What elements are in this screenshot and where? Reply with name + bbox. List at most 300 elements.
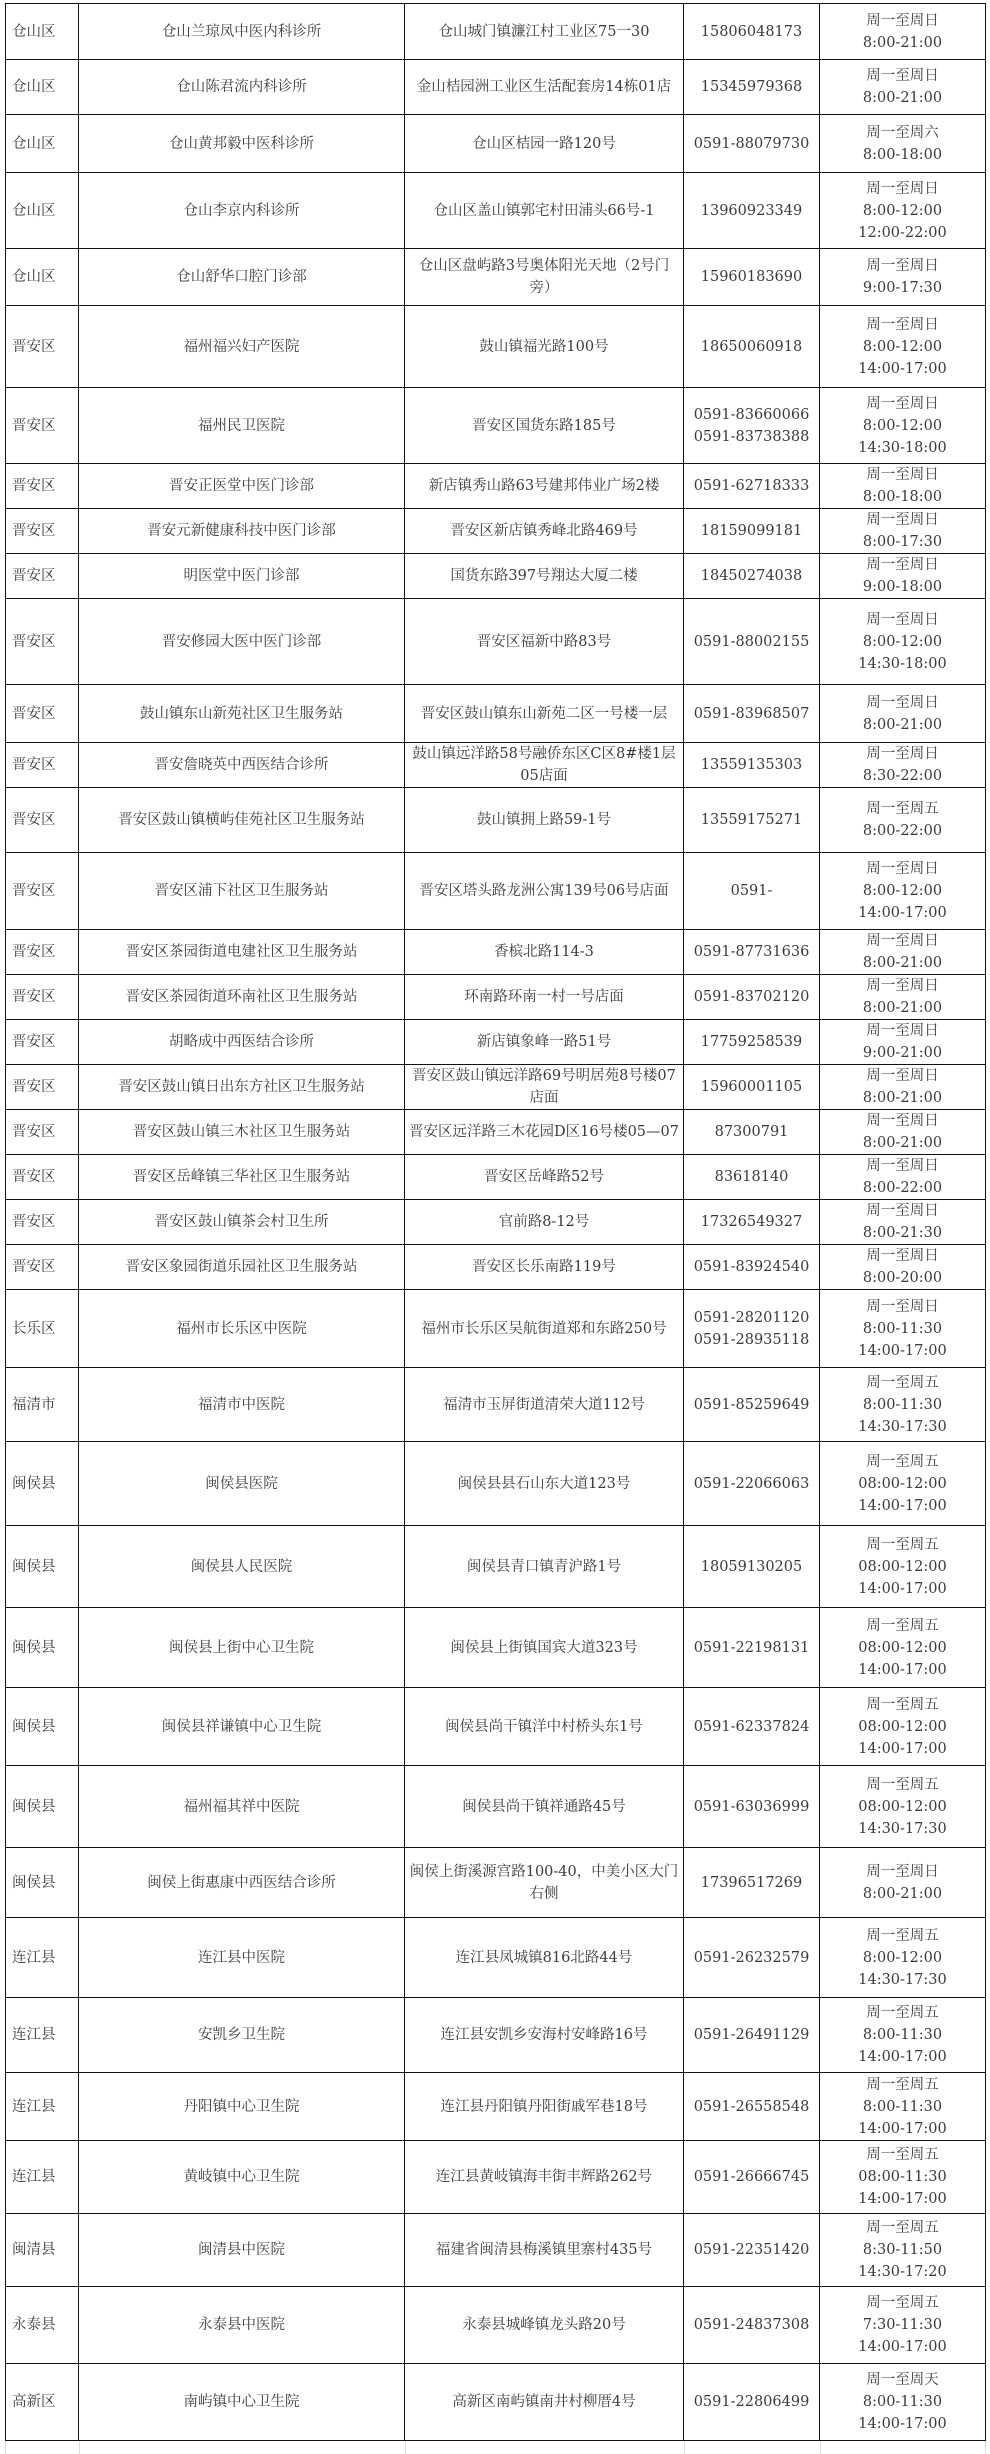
district-cell: 晋安区 [6,975,79,1020]
address-cell: 闽侯县尚干镇祥通路45号 [405,1766,684,1848]
address-cell: 晋安区长乐南路119号 [405,1245,684,1290]
address-cell: 连江县黄岐镇海丰街丰辉路262号 [405,2141,684,2214]
table-row [6,1688,986,1766]
district-cell: 仓山区 [6,173,79,249]
district-cell: 晋安区 [6,509,79,554]
phone-cell [684,743,820,788]
clinic-name-cell: 仓山舒华口腔门诊部 [79,249,405,306]
table-row [6,1526,986,1608]
phone-number: 0591-83660066 [693,406,810,423]
days-range: 周一至周六 [866,124,939,141]
time-range: 14:00-17:00 [858,2191,947,2207]
time-range: 8:00-12:00 [862,1949,943,1966]
address-cell: 高新区南屿镇南井村柳厝4号 [405,2364,684,2441]
hours-cell [820,1110,986,1155]
hours-cell [820,930,986,975]
address-cell: 国货东路397号翔达大厦二楼 [405,554,684,599]
days-range: 周一至周五 [866,1696,939,1713]
time-range: 8:00-21:00 [862,1885,943,1902]
hours-cell [820,788,986,853]
phone-number: 17326549327 [700,1214,803,1230]
district-cell: 晋安区 [6,464,79,509]
address-cell: 鼓山镇福光路100号 [405,306,684,388]
clinic-name-cell: 福州市长乐区中医院 [79,1290,405,1368]
address-cell: 晋安区国货东路185号 [405,388,684,464]
phone-number: 0591-62337824 [693,1718,810,1735]
hours-cell [820,60,986,115]
phone-number: 18159099181 [700,523,803,539]
phone-number: 13559135303 [700,757,803,773]
time-range: 08:00-12:00 [858,1475,947,1492]
days-range: 周一至周日 [866,694,939,711]
phone-cell [684,930,820,975]
clinic-name-cell: 胡略成中西医结合诊所 [79,1020,405,1065]
phone-cell [684,1918,820,1998]
time-range: 9:00-18:00 [862,579,943,595]
address-cell: 仓山区盘屿路3号奥体阳光天地（2号门旁） [405,249,684,306]
table-row [6,4,986,60]
phone-number: 0591-62718333 [693,478,810,494]
clinic-name-cell: 连江县中医院 [79,1918,405,1998]
hours-cell [820,554,986,599]
clinic-name-cell: 闽侯县人民医院 [79,1526,405,1608]
hours-cell [820,599,986,685]
phone-number: 0591-88002155 [693,633,810,650]
district-cell: 晋安区 [6,1245,79,1290]
phone-cell [684,115,820,173]
phone-number: 13960923349 [700,202,803,219]
time-range: 8:00-21:00 [862,1135,943,1151]
table-row [6,1442,986,1526]
days-range: 周一至周日 [866,1203,939,1219]
clinic-name-cell: 丹阳镇中心卫生院 [79,2073,405,2141]
phone-cell [684,388,820,464]
clinic-name-cell: 晋安詹晓英中西医结合诊所 [79,743,405,788]
clinic-name-cell: 仓山李京内科诊所 [79,173,405,249]
table-row [6,306,986,388]
address-cell: 仓山区盖山镇郭宅村田浦头66号-1 [405,173,684,249]
time-range: 14:30-18:00 [858,655,947,672]
clinic-name-cell: 闽侯县祥谦镇中心卫生院 [79,1688,405,1766]
district-cell: 闽侯县 [6,1766,79,1848]
district-cell: 晋安区 [6,306,79,388]
clinic-name-cell: 鼓山镇东山新苑社区卫生服务站 [79,685,405,743]
address-cell: 闽侯县尚干镇洋中村桥头东1号 [405,1688,684,1766]
phone-number: 13559175271 [700,812,803,828]
time-range: 9:00-17:30 [862,280,943,296]
time-range: 8:00-21:00 [862,1000,943,1016]
time-range: 14:30-17:30 [858,1820,947,1837]
phone-number: 0591-83702120 [693,989,810,1005]
phone-number: 0591-85259649 [693,1396,810,1413]
hours-cell [820,1998,986,2073]
phone-cell [684,1688,820,1766]
time-range: 8:00-22:00 [862,1180,943,1196]
clinic-name-cell: 晋安区茶园街道环南社区卫生服务站 [79,975,405,1020]
time-range: 14:00-17:00 [858,905,947,921]
days-range: 周一至周日 [866,861,939,877]
days-range: 周一至周日 [866,1248,939,1264]
phone-cell [684,1065,820,1110]
phone-number: 15960001105 [700,1079,803,1095]
time-range: 8:00-12:00 [862,338,943,355]
hours-cell [820,1200,986,1245]
clinic-name-cell: 闽侯上街惠康中西医结合诊所 [79,1848,405,1918]
time-range: 14:00-17:00 [858,2120,947,2137]
time-range: 8:00-18:00 [862,489,943,505]
hours-cell [820,1526,986,1608]
days-range: 周一至周日 [866,1068,939,1084]
table-row [6,2214,986,2287]
table-row [6,975,986,1020]
address-cell: 连江县安凯乡安海村安峰路16号 [405,1998,684,2073]
days-range: 周一至周日 [866,978,939,994]
table-row [6,115,986,173]
table-row [6,60,986,115]
district-cell: 福清市 [6,1368,79,1442]
phone-number: 15960183690 [700,269,803,285]
phone-number: 0591-26491129 [693,2027,810,2043]
days-range: 周一至周日 [866,395,939,412]
time-range: 7:30-11:30 [862,2317,943,2333]
days-range: 周一至周日 [866,1863,939,1880]
address-cell: 闽侯县县石山东大道123号 [405,1442,684,1526]
time-range: 14:00-17:00 [858,1580,947,1597]
time-range: 8:00-11:30 [862,2027,943,2043]
table-body [6,4,986,2441]
clinic-name-cell: 晋安正医堂中医门诊部 [79,464,405,509]
hours-cell [820,1608,986,1688]
clinic-list-table [5,3,986,2441]
clinic-name-cell: 仓山兰琼凤中医内科诊所 [79,4,405,60]
table-row [6,1155,986,1200]
hours-cell [820,1290,986,1368]
address-cell: 永泰县城峰镇龙头路20号 [405,2287,684,2364]
table-row [6,173,986,249]
address-cell: 福建省闽清县梅溪镇里寨村435号 [405,2214,684,2287]
phone-cell [684,1155,820,1200]
address-cell: 晋安区岳峰路52号 [405,1155,684,1200]
phone-cell [684,1110,820,1155]
phone-cell [684,1766,820,1848]
days-range: 周一至周五 [866,2220,939,2236]
days-range: 周一至周日 [866,180,939,197]
time-range: 8:00-11:30 [862,2098,943,2115]
time-range: 8:00-18:00 [862,146,943,163]
address-cell: 晋安区鼓山镇远洋路69号明居苑8号楼07店面 [405,1065,684,1110]
days-range: 周一至周五 [866,1453,939,1470]
phone-number: 0591-26666745 [693,2169,810,2185]
clinic-name-cell: 晋安元新健康科技中医门诊部 [79,509,405,554]
address-cell: 福清市玉屏街道清荣大道112号 [405,1368,684,1442]
time-range: 14:30-17:30 [858,1971,947,1988]
district-cell: 晋安区 [6,788,79,853]
table-row [6,1110,986,1155]
phone-number: 15806048173 [700,23,803,40]
time-range: 8:00-11:30 [862,1320,943,1337]
table-row [6,1608,986,1688]
district-cell: 仓山区 [6,4,79,60]
address-cell: 鼓山镇拥上路59-1号 [405,788,684,853]
table-row [6,509,986,554]
days-range: 周一至周日 [866,512,939,528]
phone-cell [684,306,820,388]
clinic-name-cell: 晋安区鼓山镇横屿佳苑社区卫生服务站 [79,788,405,853]
days-range: 周一至周日 [866,611,939,628]
days-range: 周一至周日 [866,1113,939,1129]
hours-cell [820,2214,986,2287]
days-range: 周一至周五 [866,1776,939,1793]
time-range: 8:00-12:00 [862,417,943,434]
address-cell: 晋安区鼓山镇东山新苑二区一号楼一层 [405,685,684,743]
table-row [6,2364,986,2441]
days-range: 周一至周日 [866,467,939,483]
district-cell: 仓山区 [6,60,79,115]
phone-number: 0591-22198131 [693,1639,810,1656]
phone-number: 0591-26558548 [693,2098,810,2115]
phone-cell [684,1200,820,1245]
table-row [6,788,986,853]
hours-cell [820,306,986,388]
time-range: 8:00-21:00 [862,90,943,106]
days-range: 周一至周五 [866,2076,939,2093]
time-range: 8:00-11:30 [862,1396,943,1413]
hours-cell [820,2287,986,2364]
phone-cell [684,1848,820,1918]
days-range: 周一至周日 [866,68,939,84]
district-cell: 连江县 [6,1998,79,2073]
phone-cell [684,554,820,599]
time-range: 14:00-17:00 [858,2049,947,2065]
phone-number: 18450274038 [700,568,803,584]
address-cell: 闽侯县上街镇国宾大道323号 [405,1608,684,1688]
days-range: 周一至周日 [866,12,939,29]
hours-cell [820,853,986,930]
time-range: 08:00-12:00 [858,1798,947,1815]
time-range: 08:00-12:00 [858,1718,947,1735]
clinic-name-cell: 安凯乡卫生院 [79,1998,405,2073]
time-range: 8:00-21:00 [862,1090,943,1106]
hours-cell [820,115,986,173]
table-row [6,2141,986,2214]
days-range: 周一至周五 [866,801,939,817]
time-range: 14:00-17:00 [858,2339,947,2355]
address-cell: 仓山区桔园一路120号 [405,115,684,173]
table-row [6,1200,986,1245]
table-row [6,599,986,685]
table-row [6,1245,986,1290]
phone-number: 0591-83924540 [693,1259,810,1275]
table-row [6,1290,986,1368]
district-cell: 晋安区 [6,930,79,975]
district-cell: 连江县 [6,2073,79,2141]
table-row [6,554,986,599]
clinic-name-cell: 晋安区鼓山镇三木社区卫生服务站 [79,1110,405,1155]
clinic-name-cell: 福清市中医院 [79,1368,405,1442]
district-cell: 晋安区 [6,1200,79,1245]
time-range: 8:00-12:00 [862,883,943,899]
phone-cell [684,2287,820,2364]
clinic-name-cell: 福州民卫医院 [79,388,405,464]
time-range: 14:00-17:00 [858,1661,947,1678]
phone-cell [684,249,820,306]
district-cell: 永泰县 [6,2287,79,2364]
phone-cell [684,1245,820,1290]
phone-number: 0591-83968507 [693,705,810,722]
time-range: 12:00-22:00 [858,224,947,241]
district-cell: 晋安区 [6,743,79,788]
table-row [6,2073,986,2141]
phone-number: 0591-88079730 [693,135,810,152]
days-range: 周一至周日 [866,933,939,949]
days-range: 周一至周日 [866,316,939,333]
district-cell: 仓山区 [6,115,79,173]
time-range: 08:00-12:00 [858,1558,947,1575]
days-range: 周一至周日 [866,258,939,274]
phone-number: 0591-28935118 [693,1331,810,1348]
clinic-name-cell: 闽侯县上街中心卫生院 [79,1608,405,1688]
address-cell: 福州市长乐区吴航街道郑和东路250号 [405,1290,684,1368]
time-range: 8:30-22:00 [862,768,943,784]
district-cell: 晋安区 [6,685,79,743]
clinic-name-cell: 闽侯县医院 [79,1442,405,1526]
phone-number: 0591-22806499 [693,2394,810,2410]
hours-cell [820,743,986,788]
district-cell: 仓山区 [6,249,79,306]
time-range: 14:00-17:00 [858,360,947,377]
phone-cell [684,1290,820,1368]
address-cell: 环南路环南一村一号店面 [405,975,684,1020]
hours-cell [820,173,986,249]
district-cell: 连江县 [6,1918,79,1998]
district-cell: 闽侯县 [6,1688,79,1766]
address-cell: 官前路8-12号 [405,1200,684,1245]
table-row [6,249,986,306]
address-cell: 晋安区塔头路龙洲公寓139号06号店面 [405,853,684,930]
hours-cell [820,249,986,306]
phone-number: 0591-22066063 [693,1475,810,1492]
clinic-name-cell: 晋安修园大医中医门诊部 [79,599,405,685]
district-cell: 晋安区 [6,1155,79,1200]
hours-cell [820,2073,986,2141]
time-range: 8:00-11:30 [862,2394,943,2410]
clinic-name-cell: 晋安区鼓山镇茶会村卫生所 [79,1200,405,1245]
phone-number: 87300791 [714,1124,789,1140]
address-cell: 连江县凤城镇816北路44号 [405,1918,684,1998]
table-row [6,1998,986,2073]
hours-cell [820,1442,986,1526]
time-range: 8:00-21:00 [862,34,943,51]
address-cell: 鼓山镇远洋路58号融侨东区C区8#楼1层05店面 [405,743,684,788]
hours-cell [820,4,986,60]
days-range: 周一至周天 [866,2372,939,2388]
phone-number: 0591-24837308 [693,2317,810,2333]
district-cell: 高新区 [6,2364,79,2441]
hours-cell [820,1766,986,1848]
district-cell: 晋安区 [6,853,79,930]
hours-cell [820,388,986,464]
district-cell: 晋安区 [6,388,79,464]
phone-number: 83618140 [714,1169,789,1185]
time-range: 14:30-18:00 [858,439,947,456]
hours-cell [820,1065,986,1110]
phone-cell [684,788,820,853]
district-cell: 晋安区 [6,554,79,599]
phone-cell [684,4,820,60]
days-range: 周一至周五 [866,2295,939,2311]
days-range: 周一至周日 [866,746,939,762]
time-range: 14:30-17:30 [858,1418,947,1435]
time-range: 14:00-17:00 [858,2416,947,2432]
phone-number: 0591-87731636 [693,944,810,960]
district-cell: 闽侯县 [6,1608,79,1688]
phone-cell [684,1998,820,2073]
hours-cell [820,1848,986,1918]
phone-cell [684,173,820,249]
district-cell: 晋安区 [6,1020,79,1065]
district-cell: 闽清县 [6,2214,79,2287]
clinic-name-cell: 明医堂中医门诊部 [79,554,405,599]
time-range: 8:00-21:00 [862,955,943,971]
phone-cell [684,60,820,115]
address-cell: 闽侯上街溪源宫路100-40，中美小区大门右侧 [405,1848,684,1918]
time-range: 14:00-17:00 [858,1740,947,1757]
phone-number: 0591-22351420 [693,2242,810,2258]
hours-cell [820,1020,986,1065]
address-cell: 仓山城门镇濂江村工业区75一30 [405,4,684,60]
address-cell: 连江县丹阳镇丹阳街戚军巷18号 [405,2073,684,2141]
table-row [6,1848,986,1918]
district-cell: 连江县 [6,2141,79,2214]
days-range: 周一至周日 [866,1158,939,1174]
phone-cell [684,1608,820,1688]
address-cell: 晋安区福新中路83号 [405,599,684,685]
days-range: 周一至周五 [866,1927,939,1944]
clinic-name-cell: 晋安区鼓山镇日出东方社区卫生服务站 [79,1065,405,1110]
phone-number: 15345979368 [700,79,803,95]
phone-number: 18059130205 [700,1558,803,1575]
days-range: 周一至周五 [866,2147,939,2163]
days-range: 周一至周五 [866,1536,939,1553]
table-row [6,743,986,788]
district-cell: 长乐区 [6,1290,79,1368]
time-range: 8:00-17:30 [862,534,943,550]
hours-cell [820,1918,986,1998]
phone-cell [684,1368,820,1442]
clinic-name-cell: 永泰县中医院 [79,2287,405,2364]
clinic-name-cell: 闽清县中医院 [79,2214,405,2287]
days-range: 周一至周五 [866,2005,939,2021]
hours-cell [820,1688,986,1766]
phone-cell [684,509,820,554]
time-range: 14:00-17:00 [858,1497,947,1514]
address-cell: 晋安区远洋路三木花园D区16号楼05—07 [405,1110,684,1155]
days-range: 周一至周五 [866,1617,939,1634]
hours-cell [820,464,986,509]
address-cell: 晋安区新店镇秀峰北路469号 [405,509,684,554]
phone-number: 0591-28201120 [693,1309,810,1326]
phone-number: 17396517269 [700,1874,803,1891]
address-cell: 新店镇象峰一路51号 [405,1020,684,1065]
clinic-name-cell: 福州福兴妇产医院 [79,306,405,388]
address-cell: 金山桔园洲工业区生活配套房14栋01店 [405,60,684,115]
clinic-name-cell: 黄岐镇中心卫生院 [79,2141,405,2214]
table-row [6,930,986,975]
address-cell: 新店镇秀山路63号建邦伟业广场2楼 [405,464,684,509]
clinic-name-cell: 晋安区浦下社区卫生服务站 [79,853,405,930]
district-cell: 晋安区 [6,1110,79,1155]
hours-cell [820,2364,986,2441]
